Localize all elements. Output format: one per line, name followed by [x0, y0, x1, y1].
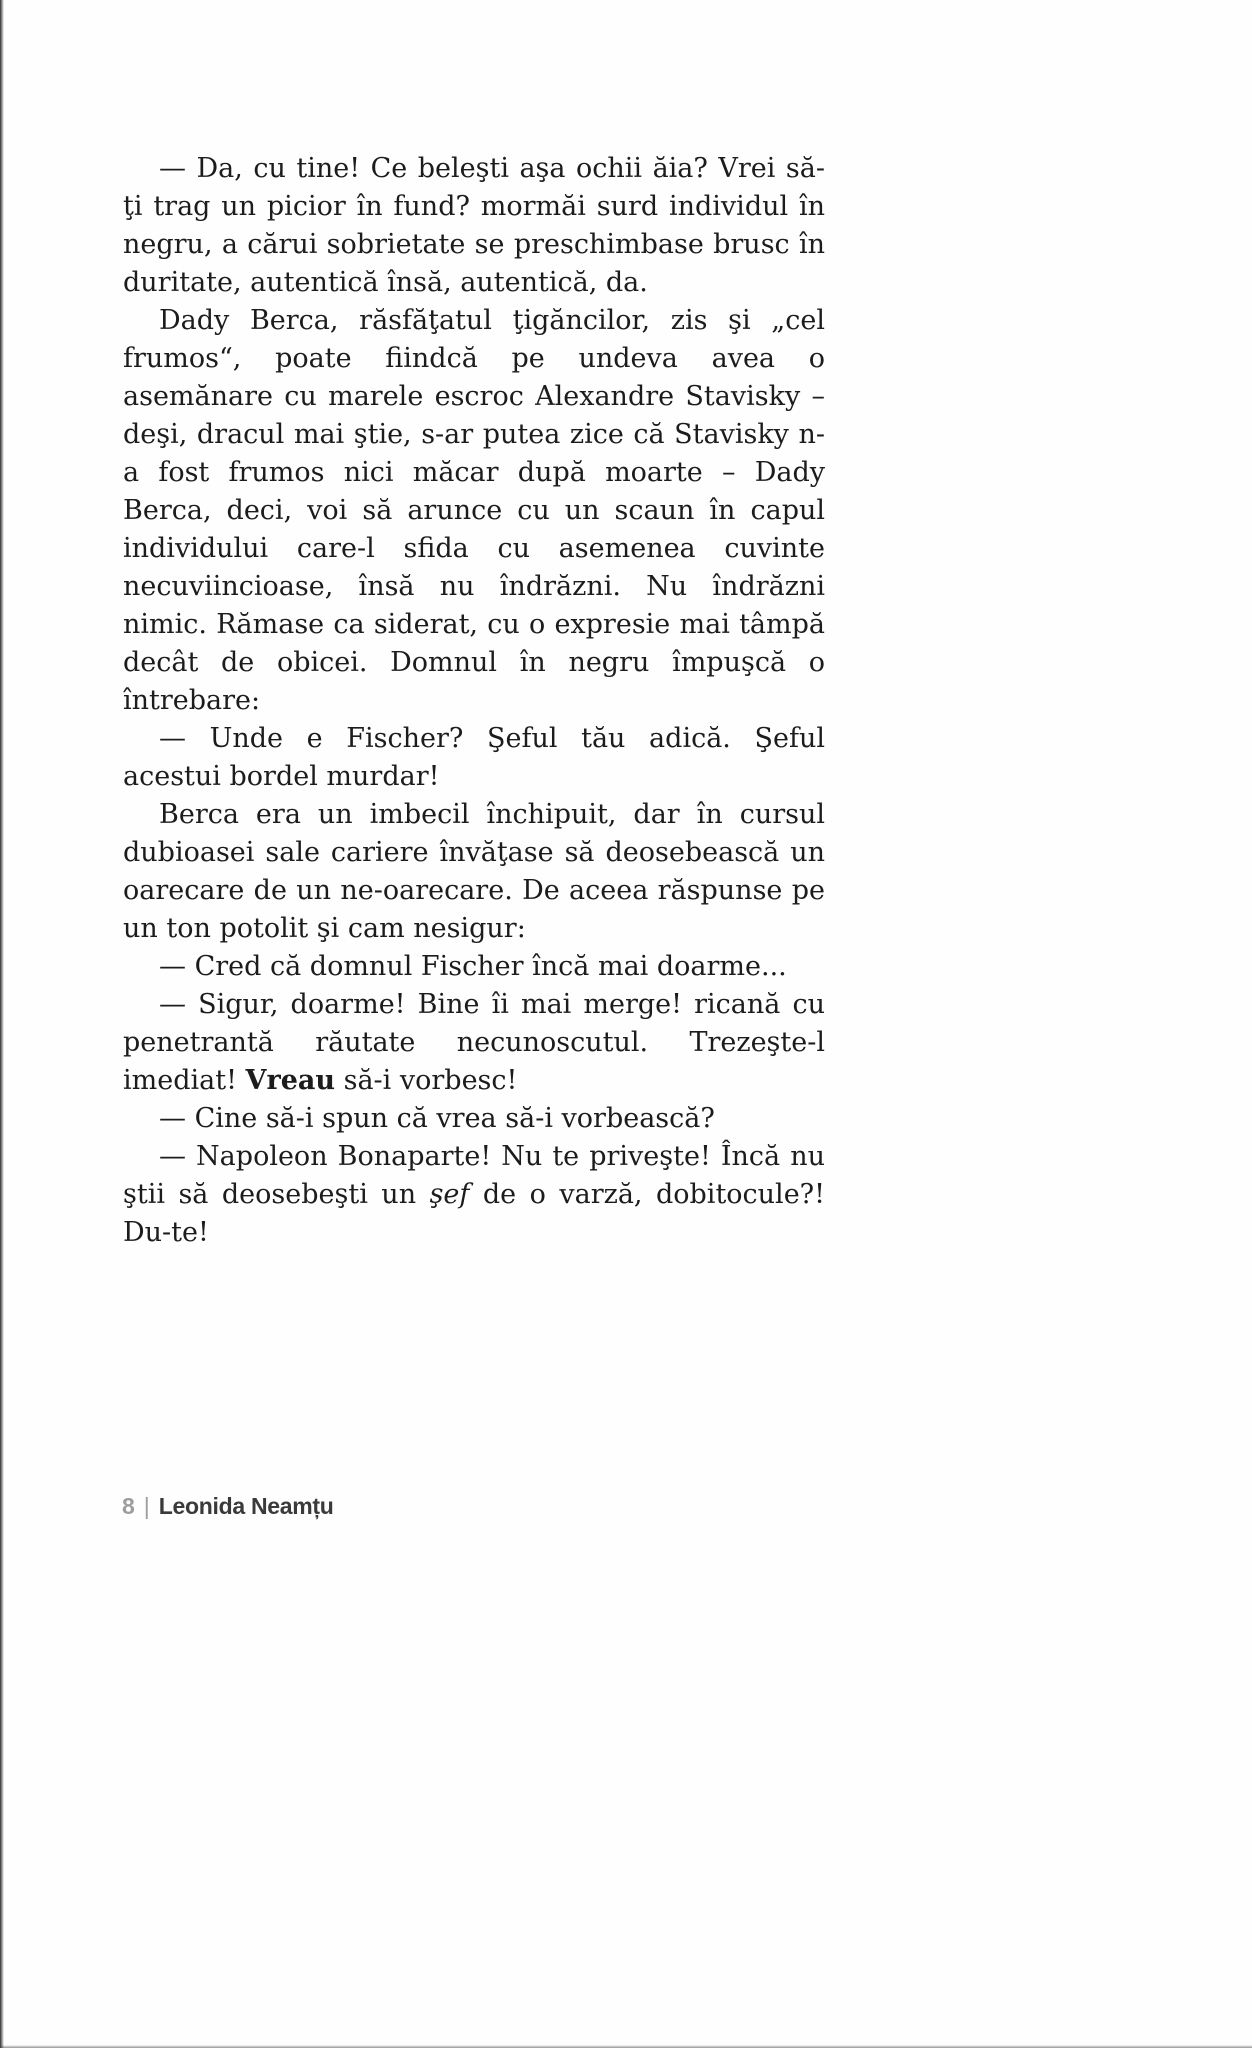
paragraph [123, 302, 825, 720]
text-run: — Cred că domnul Fischer încă mai doarme... [159, 951, 787, 982]
paragraph [123, 986, 825, 1100]
page-footer [122, 1492, 334, 1520]
text-run: — Cine să-i spun că vrea să-i vorbească? [159, 1103, 715, 1134]
paragraph [123, 720, 825, 796]
paragraph [123, 150, 825, 302]
text-run: — Da, cu tine! Ce beleşti aşa ochii ăia? Vrei să-ţi trag un picior în fund? mormăi surd individul în negru, a cărui sobrietate se preschimbase brusc în duritate, autentică însă, autentică, da. [123, 153, 825, 298]
bold-text: Vreau [245, 1065, 335, 1096]
text-run: de o varză, dobitocule?! Du-te! [123, 1179, 825, 1248]
footer-separator: | [143, 1493, 150, 1519]
text-run: — Napoleon Bonaparte! Nu te priveşte! Încă nu ştii să deosebeşti un [123, 1141, 825, 1210]
text-run: — Sigur, doarme! Bine îi mai merge! ricană cu penetrantă răutate necunoscutul. Trezeşte-l imediat! [123, 989, 825, 1096]
paragraph [123, 948, 825, 986]
paragraph [123, 796, 825, 948]
text-run: să-i vorbesc! [335, 1065, 518, 1096]
text-run: Berca era un imbecil închipuit, dar în cursul dubioasei sale cariere învăţase să deosebească un oarecare de un ne-oarecare. De aceea răspunse pe un ton potolit şi cam nesigur: [123, 799, 825, 944]
paragraph [123, 1100, 825, 1138]
text-run: — Unde e Fischer? Şeful tău adică. Şeful acestui bordel murdar! [123, 723, 825, 792]
italic-text: şef [429, 1179, 470, 1210]
body-text [123, 150, 825, 1252]
footer-author: Leonida Neamțu [158, 1493, 334, 1519]
page-number: 8 [122, 1493, 135, 1519]
paragraph [123, 1138, 825, 1252]
scan-edge-left [0, 0, 4, 2048]
text-run: Dady Berca, răsfăţatul ţigăncilor, zis şi „cel frumos“, poate fiindcă pe undeva avea o asemănare cu marele escroc Alexandre Stavisky – deşi, dracul mai ştie, s-ar putea zice că Stavisky n-a fost frumos nici măcar după moarte – Dady Berca, deci, voi să arunce cu un scaun în capul individului care-l sfida cu asemenea cuvinte necuviincioase, însă nu îndrăzni. Nu îndrăzni nimic. Rămase ca siderat, cu o expresie mai tâmpă decât de obicei. Domnul în negru împuşcă o întrebare: [123, 305, 825, 716]
